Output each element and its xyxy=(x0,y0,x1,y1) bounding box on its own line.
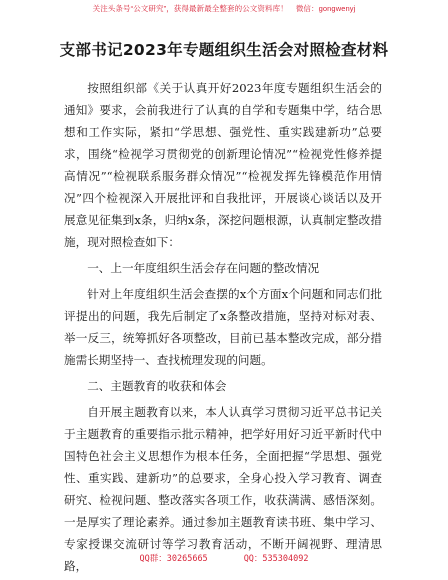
banner-wechat: 微信：gongwenyj xyxy=(295,4,356,13)
banner-text: 关注头条号“公文研究”，获得最新最全整套的公文资料库！ xyxy=(92,4,288,13)
section-1-paragraph: 针对上年度组织生活会查摆的x个方面x个问题和同志们批评提出的问题，我先后制定了x条整改措施，坚持对标对表、举一反三，统筹抓好各项整改，目前已基本整改完成，部分措施需长期坚持一、查找梳理发现的问题。 xyxy=(64,287,382,367)
contact-footer xyxy=(0,552,448,564)
intro-paragraph: 按照组织部《关于认真开好2023年度专题组织生活会的通知》要求，会前我进行了认真的自学和专题集中学，结合思想和工作实际，紧扣“学思想、强党性、重实践建新功”总要求，围绕“检视学习贯彻党的创新理论情况”“检视党性修养提高情况”“检视联系服务群众情况”“检视发挥先锋模范作用情况”四个检视深入开展批评和自我批评，开展谈心谈话以及开展意见征集到x条，归纳x条，深挖问题根源，认真制定整改措施，现对照检查如下： xyxy=(64,81,382,249)
document-body xyxy=(64,77,382,577)
document-title: 支部书记2023年专题组织生活会对照检查材料 xyxy=(59,41,389,59)
section-heading-1: 一、上一年度组织生活会存在问题的整改情况 xyxy=(87,261,320,275)
section-2-paragraph: 自开展主题教育以来，本人认真学习贯彻习近平总书记关于主题教育的重要指示批示精神，把学好用好习近平新时代中国特色社会主义思想作为根本任务，全面把握“学思想、强党性、重实践、建新功”的总要求，全身心投入学习教育、调查研究、检视问题、整改落实各项工作，收获满满、感悟深刻。一是厚实了理论素养。通过参加主题教育读书班、集中学习、专家授课交流研讨等学习教育活动，不断开阔视野、理清思路， xyxy=(64,405,382,573)
promo-banner xyxy=(0,3,448,14)
section-heading-2: 二、主题教育的收获和体会 xyxy=(87,379,227,393)
footer-qq: QQ：535304092 xyxy=(243,554,309,564)
footer-qq-group: QQ群：30265665 xyxy=(139,554,208,564)
